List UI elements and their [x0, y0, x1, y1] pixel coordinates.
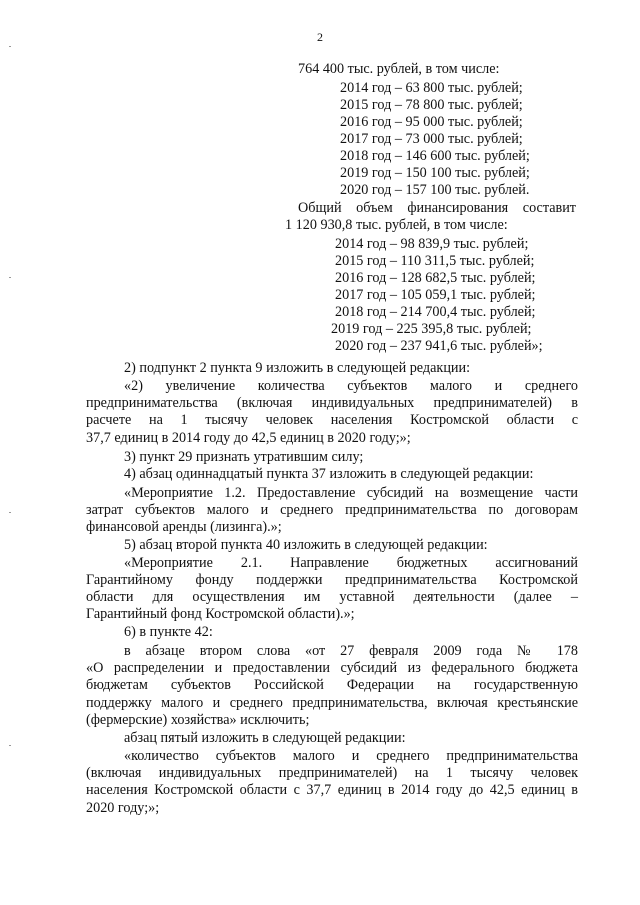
- quoted-text-line: «Мероприятие 2.1. Направление бюджетных ассигнований: [124, 555, 578, 571]
- funding-year-line: 2019 год – 225 395,8 тыс. рублей;: [331, 321, 532, 337]
- funding-year-line: 2015 год – 110 311,5 тыс. рублей;: [335, 253, 535, 269]
- funding-intro-2-line1: Общий объем финансирования составит: [298, 200, 576, 216]
- quoted-text-line: финансовой аренды (лизинга).»;: [86, 519, 282, 535]
- funding-year-line: 2019 год – 150 100 тыс. рублей;: [340, 165, 530, 181]
- funding-intro-2-line2: 1 120 930,8 тыс. рублей, в том числе:: [285, 217, 508, 233]
- funding-year-line: 2018 год – 146 600 тыс. рублей;: [340, 148, 530, 164]
- quoted-text-line: населения Костромской области с 37,7 единиц в 2014 году до 42,5 единиц в: [86, 782, 578, 798]
- quoted-text-line: Гарантийному фонду поддержки предпринимательства Костромской: [86, 572, 578, 588]
- body-text-line: бюджетам субъектов Российской Федерации на государственную: [86, 677, 578, 693]
- funding-year-line: 2017 год – 105 059,1 тыс. рублей;: [335, 287, 536, 303]
- quoted-text-line: Гарантийный фонд Костромской области).»;: [86, 606, 355, 622]
- funding-year-line: 2016 год – 128 682,5 тыс. рублей;: [335, 270, 536, 286]
- body-text-line: в абзаце втором слова «от 27 февраля 2009 года № 178: [124, 643, 578, 659]
- scan-mark: [9, 745, 11, 746]
- quoted-text-line: расчете на 1 тысячу человек населения Костромской области с: [86, 412, 578, 428]
- funding-year-line: 2014 год – 63 800 тыс. рублей;: [340, 80, 523, 96]
- funding-year-line: 2018 год – 214 700,4 тыс. рублей;: [335, 304, 536, 320]
- body-text-line: (фермерские) хозяйства» исключить;: [86, 712, 310, 728]
- quoted-text-line: 37,7 единиц в 2014 году до 42,5 единиц в 2020 году;»;: [86, 430, 411, 446]
- funding-year-line: 2015 год – 78 800 тыс. рублей;: [340, 97, 523, 113]
- quoted-text-line: «количество субъектов малого и среднего предпринимательства: [124, 748, 578, 764]
- quoted-text-line: (включая индивидуальных предпринимателей) на 1 тысячу человек: [86, 765, 578, 781]
- amendment-item-4: 4) абзац одиннадцатый пункта 37 изложить в следующей редакции:: [124, 466, 534, 482]
- quoted-text-line: «2) увеличение количества субъектов малого и среднего: [124, 378, 578, 394]
- funding-year-line: 2014 год – 98 839,9 тыс. рублей;: [335, 236, 529, 252]
- funding-intro-1: 764 400 тыс. рублей, в том числе:: [298, 61, 500, 77]
- body-text-line: «О распределении и предоставлении субсидий из федерального бюджета: [86, 660, 578, 676]
- quoted-text-line: области для осуществления им уставной деятельности (далее –: [86, 589, 578, 605]
- funding-year-line: 2020 год – 237 941,6 тыс. рублей»;: [335, 338, 543, 354]
- amendment-item-3: 3) пункт 29 признать утратившим силу;: [124, 449, 364, 465]
- body-text-line: поддержку малого и среднего предпринимательства, включая крестьянские: [86, 695, 578, 711]
- scan-mark: [9, 512, 11, 513]
- quoted-text-line: затрат субъектов малого и среднего предпринимательства по договорам: [86, 502, 578, 518]
- quoted-text-line: 2020 году;»;: [86, 800, 160, 816]
- amendment-item-5: 5) абзац второй пункта 40 изложить в следующей редакции:: [124, 537, 488, 553]
- scan-mark: [9, 277, 11, 278]
- funding-year-line: 2017 год – 73 000 тыс. рублей;: [340, 131, 523, 147]
- funding-year-line: 2020 год – 157 100 тыс. рублей.: [340, 182, 530, 198]
- amendment-item-2: 2) подпункт 2 пункта 9 изложить в следующей редакции:: [124, 360, 471, 376]
- quoted-text-line: «Мероприятие 1.2. Предоставление субсидий на возмещение части: [124, 485, 578, 501]
- amendment-item-6: 6) в пункте 42:: [124, 624, 213, 640]
- quoted-text-line: предпринимательства (включая индивидуальных предпринимателей) в: [86, 395, 578, 411]
- body-text-line: абзац пятый изложить в следующей редакции:: [124, 730, 406, 746]
- funding-year-line: 2016 год – 95 000 тыс. рублей;: [340, 114, 523, 130]
- scan-mark: [9, 46, 11, 47]
- page-number: 2: [317, 30, 323, 44]
